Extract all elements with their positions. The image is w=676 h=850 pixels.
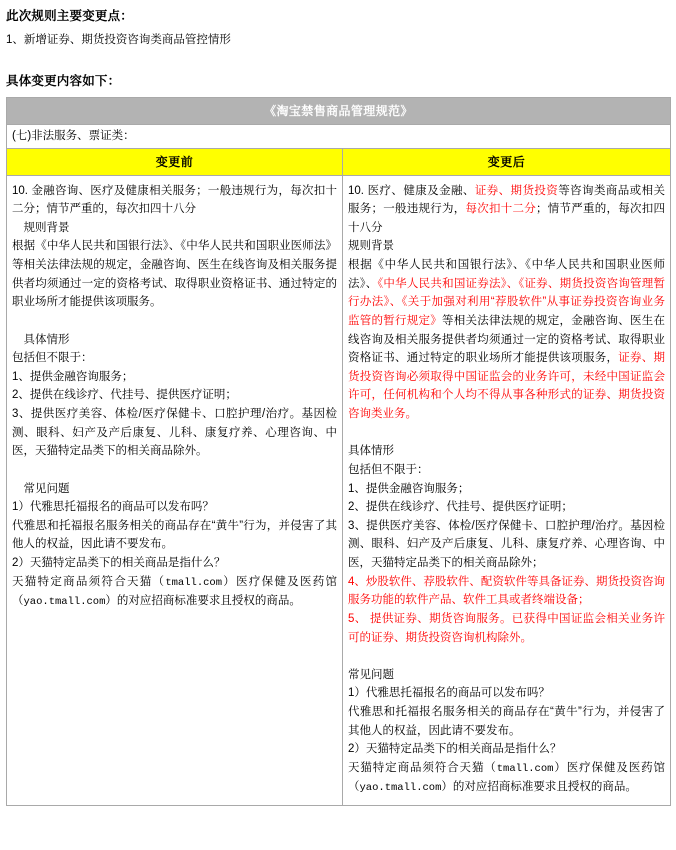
after-faq-question-2: 2）天猫特定品类下的相关商品是指什么？ xyxy=(348,743,562,756)
main-change-points-heading: 此次规则主要变更点： xyxy=(6,9,134,23)
before-spacer-1 xyxy=(12,312,337,331)
table-row-content xyxy=(7,175,671,805)
before-faq-question-1: 1）代雅思托福报名的商品可以发布吗？ xyxy=(12,501,214,514)
column-header-after: 变更后 xyxy=(343,148,671,175)
after-cases-title: 具体情形 xyxy=(348,445,394,458)
detailed-changes-heading: 具体变更内容如下： xyxy=(6,74,121,88)
before-cases-title: 具体情形 xyxy=(23,333,70,346)
before-faq-answer-2-domain-2: yao.tmall.com xyxy=(23,595,106,608)
after-background-segment-3: 等相关法律法规的规定，金融咨询、医生在线咨询及相关服务提供者均须通过一定的资格考试、取得职业资格证书、通过特定的职业场所才能提供该项服务， xyxy=(348,314,665,365)
column-header-before: 变更前 xyxy=(7,148,343,175)
after-background-body xyxy=(348,256,665,424)
before-faq-answer-2-text-3: ）的对应招商标准要求且授权的商品。 xyxy=(105,594,301,607)
after-item-10 xyxy=(348,182,665,238)
after-case-4-added: 4、炒股软件、荐股软件、配资软件等具备证券、期货投资咨询服务功能的软件产品、软件工具或者终端设备； xyxy=(348,575,665,607)
table-row-column-headers xyxy=(7,148,671,175)
change-point-item-1: 1、新增证券、期货投资咨询类商品管控情形 xyxy=(6,33,231,46)
after-item-10-segment-5: ；情节严重的，每次扣四十八分 xyxy=(348,203,665,234)
table-row-category xyxy=(7,124,671,148)
after-background-segment-1: 根据《中华人民共和国银行法》、《中华人民共和国职业医师法》、 xyxy=(348,259,665,290)
comparison-table xyxy=(6,97,671,806)
before-content-cell xyxy=(7,175,343,805)
after-background-title: 规则背景 xyxy=(348,240,394,253)
before-background-title: 规则背景 xyxy=(23,221,70,234)
after-background-added-laws: 《中华人民共和国证券法》、《证券、期货投资咨询管理暂行办法》、《关于加强对利用“荐股软件”从事证券投资咨询业务监管的暂行规定》 xyxy=(348,277,666,327)
before-case-2: 2、提供在线诊疗、代挂号、提供医疗证明； xyxy=(12,389,237,402)
after-item-10-segment-3: 等咨询类商品或相关服务；一般违规行为， xyxy=(348,184,666,216)
after-case-2: 2、提供在线诊疗、代挂号、提供医疗证明； xyxy=(348,501,573,514)
before-spacer-2 xyxy=(12,461,337,480)
before-item-10: 10. 金融咨询、医疗及健康相关服务；一般违规行为，每次扣十二分；情节严重的，每次扣四十八分 xyxy=(12,184,337,216)
after-background-added-csrc: 证券、期货投资咨询必须取得中国证监会的业务许可，未经中国证监会许可，任何机构和个人均不得从事各种形式的证券、期货投资咨询类业务。 xyxy=(348,352,665,421)
before-faq-title: 常见问题 xyxy=(23,482,70,495)
after-case-3: 3、提供医疗美容、体检/医疗保健卡、口腔护理/治疗。基因检测、眼科、妇产及产后康复、儿科、康复疗养、心理咨询、中医，天猫特定品类下的相关商品除外； xyxy=(348,519,665,570)
after-spacer-1 xyxy=(348,424,665,443)
before-faq-answer-1: 代雅思和托福报名服务相关的商品存在“黄牛”行为，并侵害了其他人的权益，因此请不要发布。 xyxy=(12,519,337,551)
after-faq-answer-2-domain-2: yao.tmall.com xyxy=(359,781,442,794)
after-content-cell xyxy=(343,175,671,805)
before-cases-lead: 包括但不限于： xyxy=(12,352,93,365)
after-faq-answer-2-domain-1: tmall.com xyxy=(496,762,554,775)
after-case-1: 1、提供金融咨询服务； xyxy=(348,482,470,495)
before-faq-question-2: 2）天猫特定品类下的相关商品是指什么？ xyxy=(12,557,226,570)
after-item-10-added-penalty: 每次扣十二分 xyxy=(465,203,536,216)
after-faq-answer-1: 代雅思和托福报名服务相关的商品存在“黄牛”行为，并侵害了其他人的权益，因此请不要发布。 xyxy=(348,706,665,737)
after-item-10-segment-1: 10. 医疗、健康及金融、 xyxy=(348,184,475,197)
table-row-document-title xyxy=(7,97,671,124)
after-faq-answer-2-text-1: 天猫特定商品须符合天猫（ xyxy=(348,761,497,774)
after-faq-title: 常见问题 xyxy=(348,668,394,681)
after-faq-answer-2-text-3: ）的对应招商标准要求且授权的商品。 xyxy=(441,780,637,793)
before-faq-answer-2-text-1: 天猫特定商品须符合天猫（ xyxy=(12,575,166,588)
after-item-10-added-securities: 证券、期货投资 xyxy=(474,184,559,197)
before-case-3: 3、提供医疗美容、体检/医疗保健卡、口腔护理/治疗。基因检测、眼科、妇产及产后康复、儿科、康复疗养、心理咨询、中医，天猫特定品类下的相关商品除外。 xyxy=(12,408,337,458)
after-faq-question-1: 1）代雅思托福报名的商品可以发布吗？ xyxy=(348,687,550,700)
after-spacer-2 xyxy=(348,647,665,666)
before-case-1: 1、提供金融咨询服务； xyxy=(12,370,134,383)
document-title-cell: 《淘宝禁售商品管理规范》 xyxy=(7,97,671,124)
before-faq-answer-2 xyxy=(12,573,337,611)
before-background-body: 根据《中华人民共和国银行法》、《中华人民共和国职业医师法》等相关法律法规的规定，金融咨询、医生在线咨询及相关服务提供者均须通过一定的资格考试、取得职业资格证书、通过特定的职业场所才能提供该项服务。 xyxy=(12,240,337,309)
after-case-5-added: 5、 提供证券、期货咨询服务。已获得中国证监会相关业务许可的证券、期货投资咨询机构除外。 xyxy=(348,612,665,644)
after-faq-answer-2-text-2: ）医疗保健及医药馆（ xyxy=(348,761,666,793)
document-page xyxy=(0,9,676,850)
after-faq-answer-2 xyxy=(348,759,665,797)
before-faq-answer-2-domain-1: tmall.com xyxy=(165,576,223,589)
category-label-cell: (七)非法服务、票证类： xyxy=(7,124,671,148)
before-faq-answer-2-text-2: ）医疗保健及医药馆（ xyxy=(12,575,338,607)
after-cases-lead: 包括但不限于： xyxy=(348,463,429,476)
